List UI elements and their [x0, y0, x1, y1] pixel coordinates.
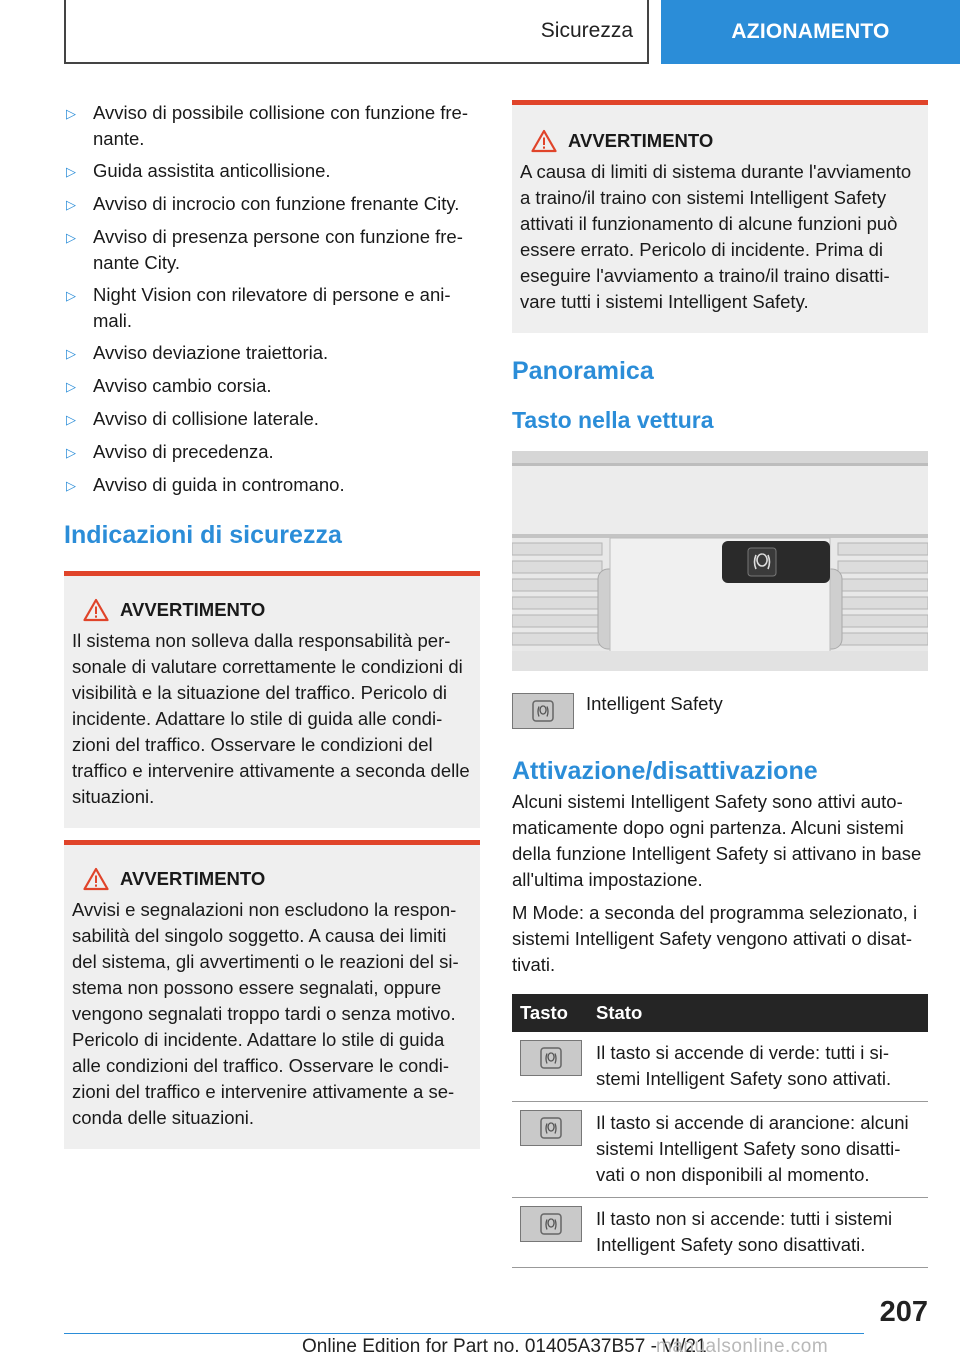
list-item: ▷ Guida assistita anticollisione. — [64, 158, 480, 185]
warning-triangle-icon — [72, 598, 120, 622]
triangle-bullet-icon: ▷ — [66, 379, 76, 394]
button-cell — [512, 1032, 588, 1102]
column-header-stato: Stato — [588, 994, 928, 1032]
warning-header — [520, 129, 920, 153]
list-item: ▷ Avviso di presenza persone con funzione fre-nante City. — [64, 224, 480, 276]
triangle-bullet-icon: ▷ — [66, 197, 76, 212]
table-row — [512, 1032, 928, 1102]
triangle-bullet-icon: ▷ — [66, 346, 76, 361]
list-item: ▷ Night Vision con rilevatore di persone e ani-mali. — [64, 282, 480, 334]
watermark: manualsonline.com — [656, 1336, 829, 1357]
header-chapter-tab — [661, 0, 960, 64]
button-cell — [512, 1102, 588, 1198]
edition-text: Online Edition for Part no. 01405A37B57 - VI/21 — [302, 1336, 707, 1357]
table-header-row — [512, 994, 928, 1032]
warning-header — [72, 598, 472, 622]
activation-paragraph: Alcuni sistemi Intelligent Safety sono attivi auto-maticamente dopo ogni partenza. Alcuni sistemi della funzione Intelligent Safety si attivano in base all'ultima impostazione. — [512, 791, 922, 890]
warning-title: AVVERTIMENTO — [120, 868, 266, 889]
list-item: ▷ Avviso deviazione traiettoria. — [64, 340, 480, 367]
column-header-tasto: Tasto — [512, 994, 588, 1032]
warning-triangle-icon — [520, 129, 568, 153]
intelligent-safety-button-icon — [520, 1110, 582, 1146]
list-item: ▷ Avviso di incrocio con funzione frenante City. — [64, 191, 480, 218]
triangle-bullet-icon: ▷ — [66, 164, 76, 179]
intelligent-safety-button-icon — [512, 693, 574, 729]
button-heading: Tasto nella vettura — [512, 407, 714, 433]
activation-heading: Attivazione/disattivazione — [512, 757, 818, 785]
page-number: 207 — [879, 1296, 928, 1328]
right-column — [512, 100, 928, 1268]
warning-text: Il sistema non solleva dalla responsabilità per-sonale di valutare correttamente le condizioni di visibilità e la situazione del traffico. Pericolo di incidente. Adattare lo stile di guida alle condi-zioni del traffico. Osservare le condizioni del traffico e intervenire attivamente a seconda delle situazioni. — [72, 630, 470, 807]
triangle-bullet-icon: ▷ — [66, 106, 76, 121]
chapter-label: AZIONAMENTO — [731, 20, 890, 43]
triangle-bullet-icon: ▷ — [66, 445, 76, 460]
warning-title: AVVERTIMENTO — [568, 130, 714, 151]
button-cell — [512, 1198, 588, 1268]
section-label: Sicurezza — [540, 19, 633, 42]
triangle-bullet-icon: ▷ — [66, 412, 76, 427]
table-row — [512, 1102, 928, 1198]
warning-text: A causa di limiti di sistema durante l'avviamento a traino/il traino con sistemi Intelligent Safety attivati il funzionamento di alcune funzioni può essere errato. Pericolo di incidente. Prima di eseguire l'avviamento a traino/il traino disatti-vare tutti i sistemi Intelligent Safety. — [520, 161, 912, 312]
triangle-bullet-icon: ▷ — [66, 478, 76, 493]
dashboard-button-photo — [512, 451, 928, 671]
status-text: Il tasto non si accende: tutti i sistemi Intelligent Safety sono disattivati. — [588, 1198, 928, 1268]
overview-heading: Panoramica — [512, 357, 654, 385]
left-column — [64, 100, 480, 1149]
button-legend — [512, 691, 928, 729]
list-item: ▷ Avviso di collisione laterale. — [64, 406, 480, 433]
warning-text: Avvisi e segnalazioni non escludono la respon-sabilità del singolo soggetto. A causa dei limiti del sistema, gli avvertimenti o le reazioni del si-stema non possono essere segnalati, oppure vengono segnalati troppo tardi o senza motivo. Pericolo di incidente. Adattare lo stile di guida alle condizioni del traffico. Osservare le condi-zioni del traffico e intervenire attivamente a se-conda delle situazioni. — [72, 899, 459, 1128]
warning-triangle-icon — [72, 867, 120, 891]
table-row — [512, 1198, 928, 1268]
list-item: ▷ Avviso cambio corsia. — [64, 373, 480, 400]
status-text: Il tasto si accende di verde: tutti i si-stemi Intelligent Safety sono attivati. — [588, 1032, 928, 1102]
list-item: ▷ Avviso di precedenza. — [64, 439, 480, 466]
m-mode-paragraph: M Mode: a seconda del programma selezionato, i sistemi Intelligent Safety vengono attivati o disat-tivati. — [512, 902, 918, 975]
triangle-bullet-icon: ▷ — [66, 230, 76, 245]
intelligent-safety-button-icon — [520, 1040, 582, 1076]
warning-box — [512, 100, 928, 333]
list-item: ▷ Avviso di guida in contromano. — [64, 472, 480, 499]
intelligent-safety-button-icon — [520, 1206, 582, 1242]
feature-list — [64, 100, 480, 499]
footer-divider — [64, 1333, 864, 1334]
warning-box — [64, 571, 480, 828]
warning-box — [64, 840, 480, 1149]
status-text: Il tasto si accende di arancione: alcuni sistemi Intelligent Safety sono disatti-vati o non disponibili al momento. — [588, 1102, 928, 1198]
warning-title: AVVERTIMENTO — [120, 599, 266, 620]
list-item: ▷ Avviso di possibile collisione con funzione fre-nante. — [64, 100, 480, 152]
status-table — [512, 994, 928, 1268]
triangle-bullet-icon: ▷ — [66, 288, 76, 303]
header-section-tab — [64, 0, 649, 64]
warning-header — [72, 867, 472, 891]
button-label: Intelligent Safety — [586, 693, 723, 714]
safety-heading: Indicazioni di sicurezza — [64, 521, 342, 549]
